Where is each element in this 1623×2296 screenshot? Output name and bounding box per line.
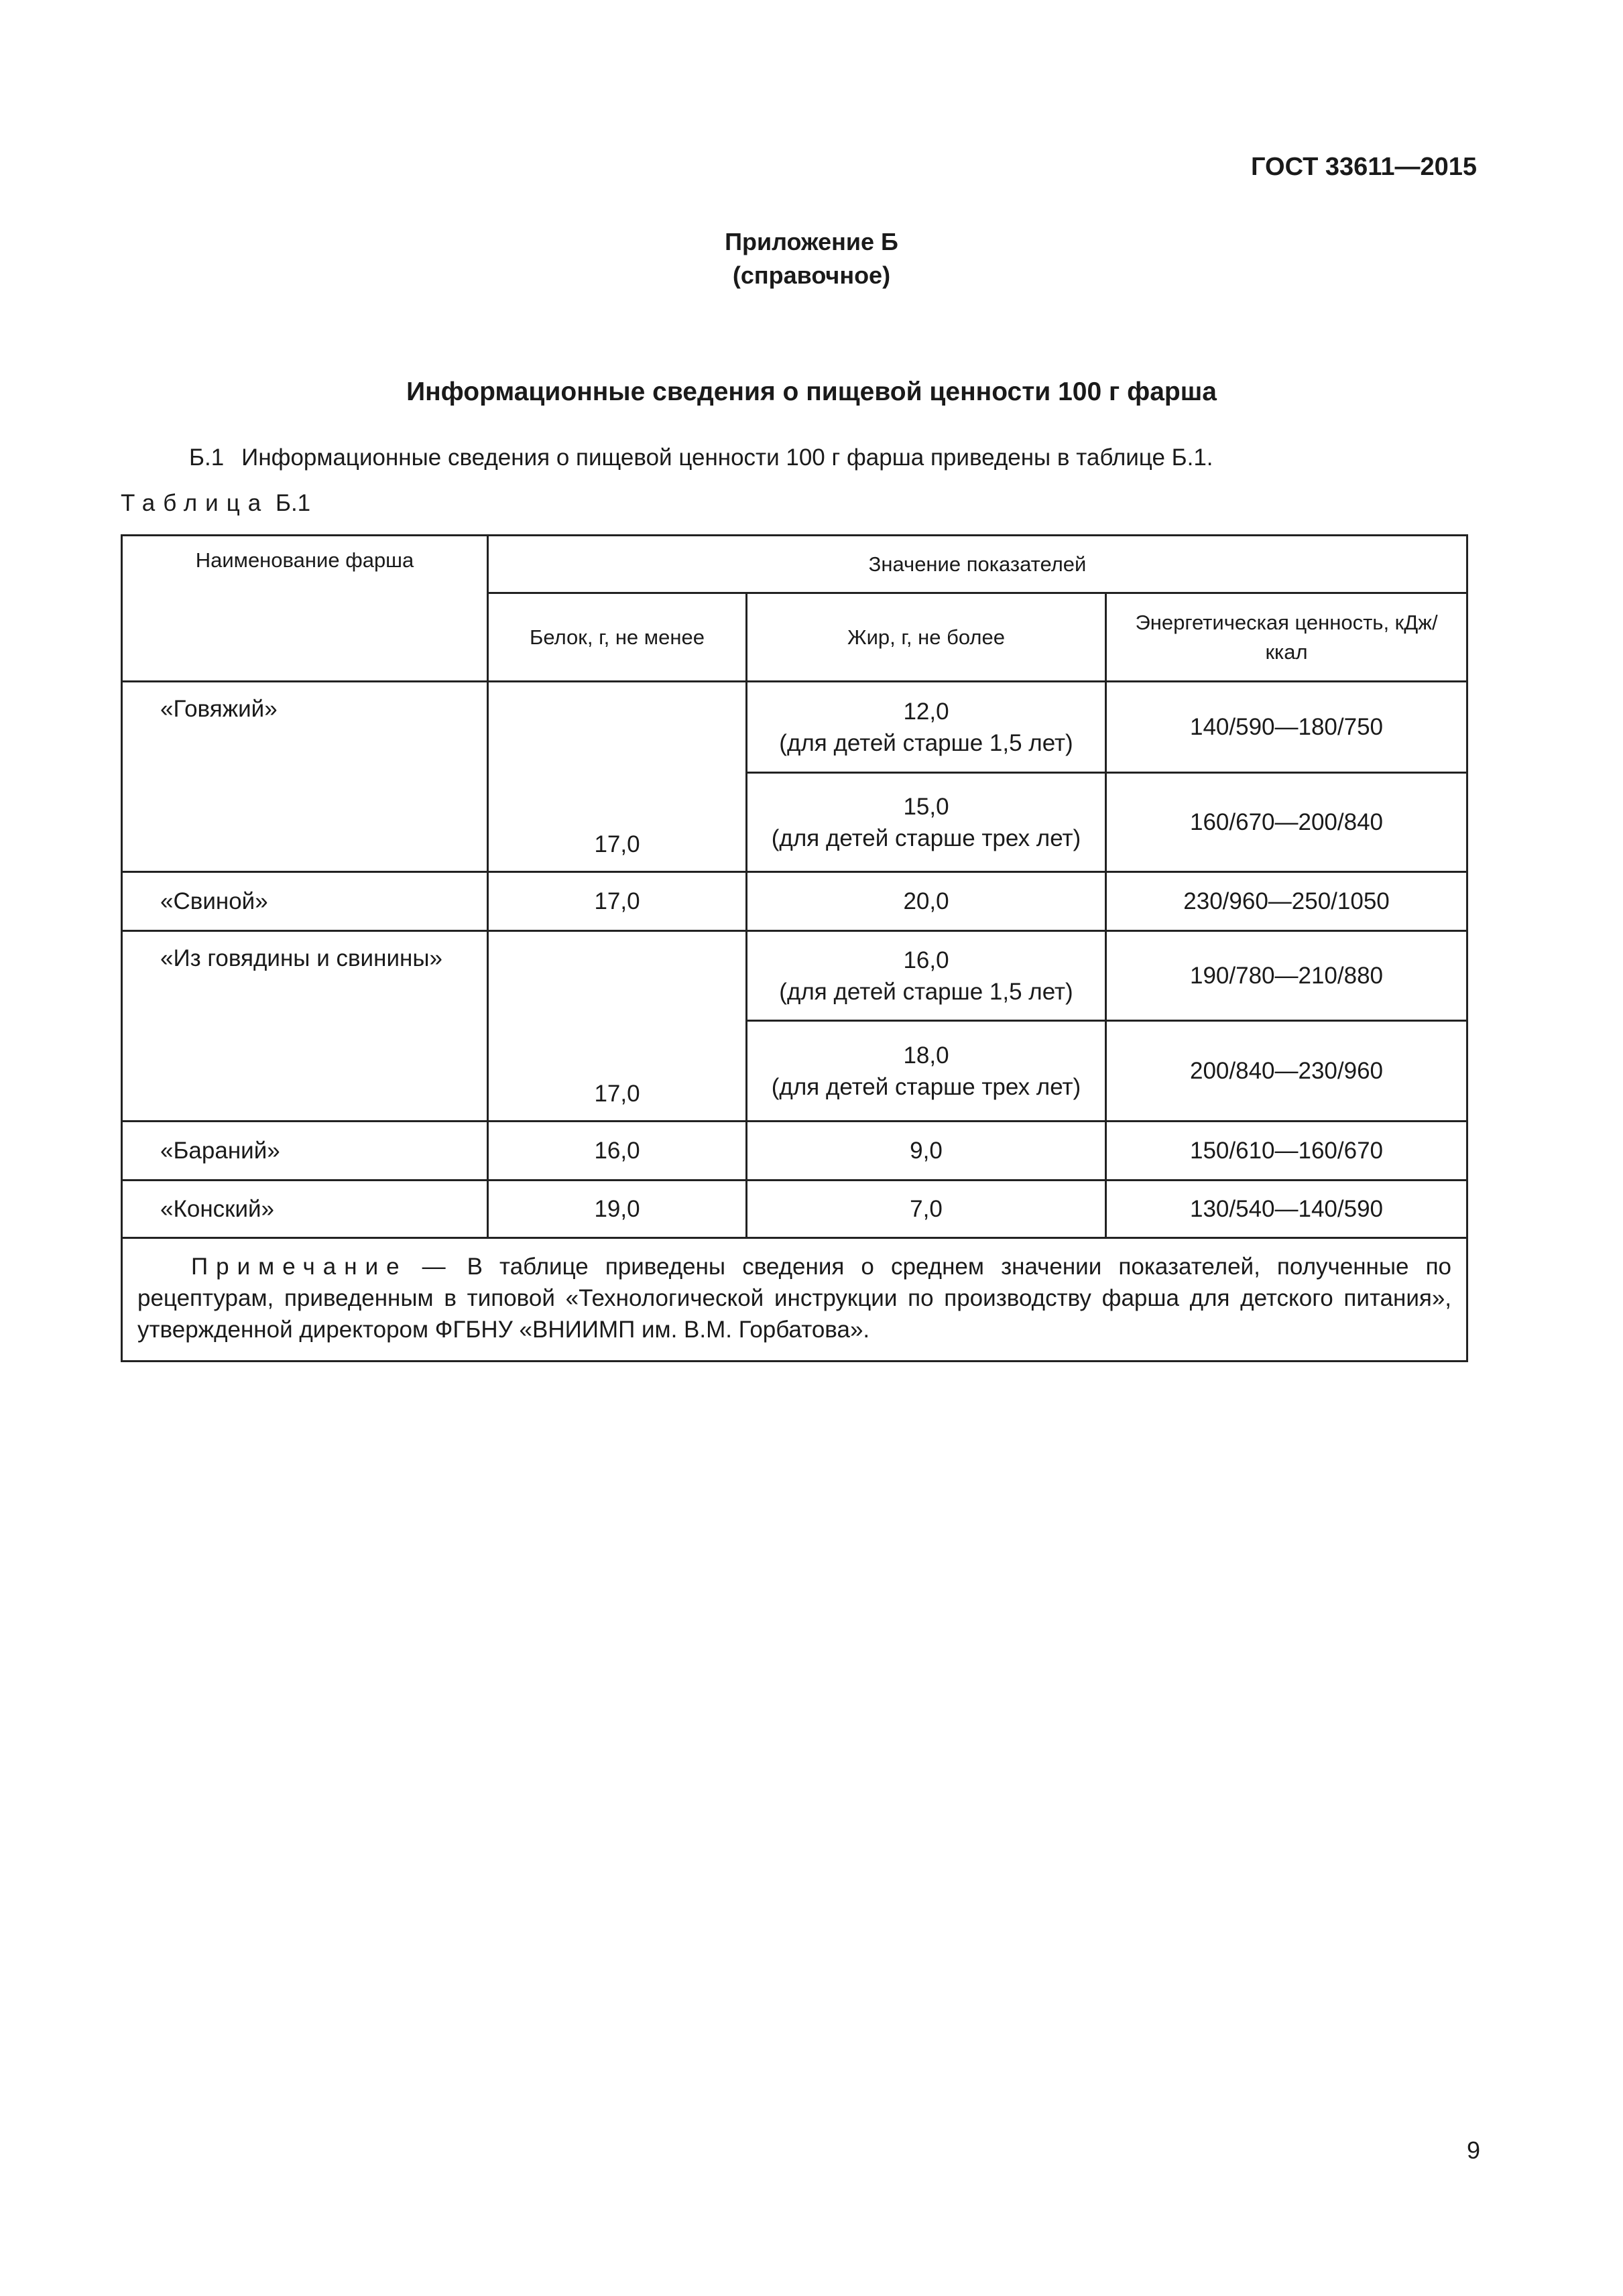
section-title: Информационные сведения о пищевой ценности 100 г фарша xyxy=(406,377,1217,406)
table-note xyxy=(122,1238,1467,1362)
row-protein: 19,0 xyxy=(488,1181,747,1238)
row-energy: 200/840—230/960 xyxy=(1106,1021,1467,1122)
fat-value: 15,0 xyxy=(903,793,949,820)
note-label: Примечание xyxy=(191,1254,408,1280)
table-row xyxy=(122,682,1467,773)
row-energy: 130/540—140/590 xyxy=(1106,1181,1467,1238)
row-fat xyxy=(747,1021,1106,1122)
row-energy: 140/590—180/750 xyxy=(1106,682,1467,773)
header-name: Наименование фарша xyxy=(122,536,488,682)
row-energy: 150/610—160/670 xyxy=(1106,1122,1467,1181)
fat-note: (для детей старше 1,5 лет) xyxy=(779,978,1073,1005)
row-fat xyxy=(747,682,1106,773)
standard-number: ГОСТ 33611—2015 xyxy=(1251,153,1477,181)
row-energy: 160/670—200/840 xyxy=(1106,773,1467,872)
row-fat: 9,0 xyxy=(747,1122,1106,1181)
table-row xyxy=(122,872,1467,931)
row-fat xyxy=(747,931,1106,1021)
row-name: «Говяжий» xyxy=(122,682,488,872)
table-caption xyxy=(121,490,310,517)
note-text: В таблице приведены сведения о среднем значении показателей, полученные по рецептурам, приведенным в типовой «Технологической инструкции по производству фарша для детского питания», утвержденной директором ФГБНУ «ВНИИМП им. В.М. Горбатова». xyxy=(137,1254,1452,1343)
header-fat: Жир, г, не более xyxy=(747,593,1106,682)
fat-note: (для детей старше 1,5 лет) xyxy=(779,729,1073,756)
fat-value: 12,0 xyxy=(903,698,949,725)
row-protein: 17,0 xyxy=(488,872,747,931)
table-caption-number: Б.1 xyxy=(275,490,311,516)
header-energy: Энергетическая ценность, кДж/ккал xyxy=(1106,593,1467,682)
table-caption-label: Таблица xyxy=(121,490,269,516)
fat-value: 16,0 xyxy=(903,947,949,973)
table-row xyxy=(122,1122,1467,1181)
row-fat: 7,0 xyxy=(747,1181,1106,1238)
nutrition-table xyxy=(121,534,1468,1362)
fat-note: (для детей старше трех лет) xyxy=(771,1073,1081,1100)
row-fat: 20,0 xyxy=(747,872,1106,931)
row-name: «Бараний» xyxy=(122,1122,488,1181)
note-dash: — xyxy=(422,1254,446,1280)
page-number: 9 xyxy=(1466,2136,1480,2164)
intro-number: Б.1 xyxy=(189,444,225,471)
fat-note: (для детей старше трех лет) xyxy=(771,825,1081,851)
row-protein: 17,0 xyxy=(488,682,747,872)
row-protein: 16,0 xyxy=(488,1122,747,1181)
row-name: «Свиной» xyxy=(122,872,488,931)
appendix-type: (справочное) xyxy=(732,261,891,289)
row-name: «Из говядины и свинины» xyxy=(122,931,488,1122)
appendix-title: Приложение Б xyxy=(725,228,898,255)
fat-value: 18,0 xyxy=(903,1042,949,1069)
row-name: «Конский» xyxy=(122,1181,488,1238)
intro-text: Информационные сведения о пищевой ценности 100 г фарша приведены в таблице Б.1. xyxy=(241,444,1213,471)
table-row xyxy=(122,1181,1467,1238)
header-row xyxy=(122,536,1467,593)
table-row xyxy=(122,931,1467,1021)
appendix-heading xyxy=(0,225,1623,292)
row-energy: 190/780—210/880 xyxy=(1106,931,1467,1021)
intro-paragraph xyxy=(189,444,1213,471)
row-fat xyxy=(747,773,1106,872)
header-protein: Белок, г, не менее xyxy=(488,593,747,682)
row-energy: 230/960—250/1050 xyxy=(1106,872,1467,931)
note-row xyxy=(122,1238,1467,1362)
header-group: Значение показателей xyxy=(488,536,1467,593)
row-protein: 17,0 xyxy=(488,931,747,1122)
